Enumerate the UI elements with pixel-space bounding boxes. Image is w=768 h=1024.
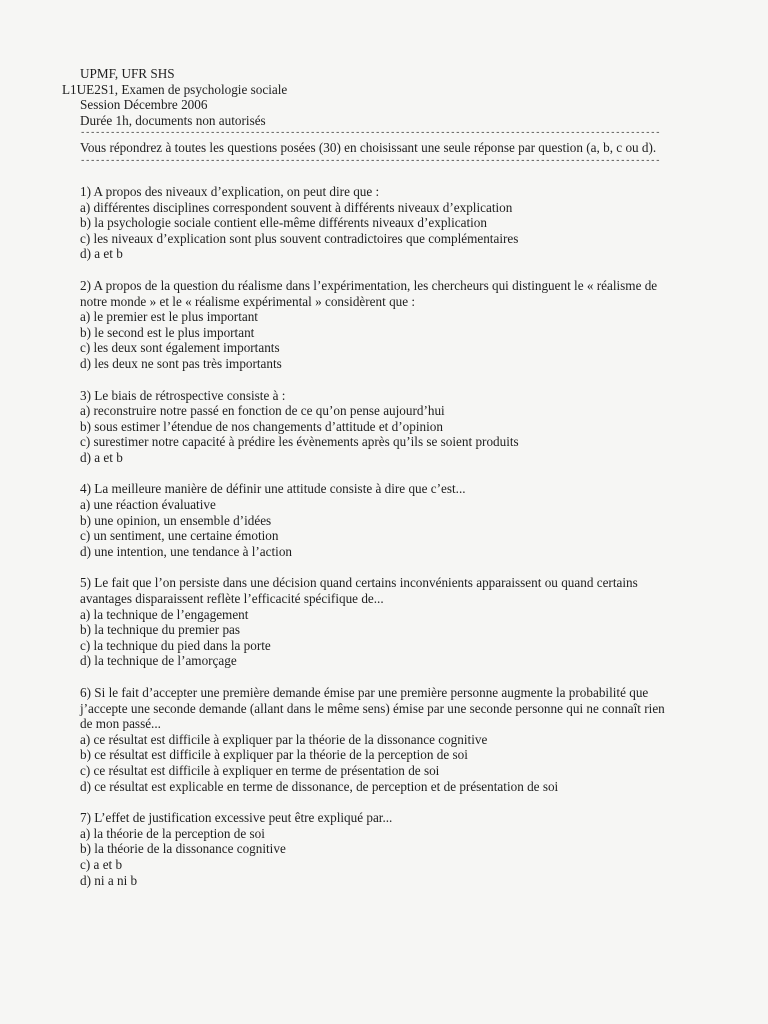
answer-option: b) le second est le plus important [80, 324, 255, 340]
divider-bottom [80, 156, 660, 166]
question-text: 6) Si le fait d’accepter une première demande émise par une première personne augmente la probabilité que j’accepte une seconde demande (allant dans le même sens) émise par une seconde personne qui ne connaît rien de mon passé... [80, 685, 665, 732]
answer-option: a) ce résultat est difficile à expliquer par la théorie de la dissonance cognitive [80, 731, 488, 747]
question-7 [80, 810, 670, 888]
answer-option: d) une intention, une tendance à l’action [80, 543, 293, 559]
answer-option: d) ce résultat est explicable en terme de dissonance, de perception et de présentation de soi [80, 778, 559, 794]
answer-option: b) sous estimer l’étendue de nos changements d’attitude et d’opinion [80, 418, 443, 434]
answer-option: a) reconstruire notre passé en fonction de ce qu’on pense aujourd’hui [80, 403, 445, 419]
question-3 [80, 388, 670, 466]
question-4 [80, 481, 670, 559]
header-session: Session Décembre 2006 [80, 97, 208, 113]
answer-option: b) ce résultat est difficile à expliquer par la théorie de la perception de soi [80, 747, 468, 763]
page-content [62, 66, 670, 888]
answer-option: a) différentes disciplines correspondent souvent à différents niveaux d’explication [80, 199, 513, 215]
header-course: L1UE2S1, Examen de psychologie sociale [62, 81, 288, 97]
answer-option: a) le premier est le plus important [80, 309, 258, 325]
answer-option: d) a et b [80, 449, 123, 465]
question-text: 3) Le biais de rétrospective consiste à : [80, 387, 286, 403]
answer-option: a) une réaction évaluative [80, 497, 216, 513]
answer-option: d) les deux ne sont pas très importants [80, 355, 282, 371]
question-text: 2) A propos de la question du réalisme dans l’expérimentation, les chercheurs qui distinguent le « réalisme de notre monde » et le « réalisme expérimental » considèrent que : [80, 277, 658, 309]
answer-option: c) surestimer notre capacité à prédire les évènements après qu’ils se soient produits [80, 434, 519, 450]
question-text: 7) L’effet de justification excessive peut être expliqué par... [80, 810, 393, 826]
question-text: 4) La meilleure manière de définir une attitude consiste à dire que c’est... [80, 481, 466, 497]
answer-option: c) la technique du pied dans la porte [80, 637, 271, 653]
exam-header [62, 66, 670, 128]
answer-option: b) la psychologie sociale contient elle-même différents niveaux d’explication [80, 215, 487, 231]
question-1 [80, 184, 670, 262]
answer-option: c) les niveaux d’explication sont plus souvent contradictoires que complémentaires [80, 230, 519, 246]
answer-option: d) a et b [80, 246, 123, 262]
answer-option: a) la technique de l’engagement [80, 606, 249, 622]
question-text: 5) Le fait que l’on persiste dans une décision quand certains inconvénients apparaissent ou quand certains avantages disparaissent reflète l’efficacité spécifique de... [80, 575, 638, 607]
header-university: UPMF, UFR SHS [80, 66, 175, 81]
answer-option: b) la théorie de la dissonance cognitive [80, 841, 286, 857]
question-2 [80, 278, 670, 372]
question-6 [80, 685, 670, 794]
answer-option: c) ce résultat est difficile à expliquer en terme de présentation de soi [80, 762, 440, 778]
header-duration: Durée 1h, documents non autorisés [80, 112, 266, 128]
answer-option: c) les deux sont également importants [80, 340, 280, 356]
question-5 [80, 575, 670, 669]
answer-option: c) a et b [80, 856, 123, 872]
answer-option: d) ni a ni b [80, 872, 138, 888]
answer-option: a) la théorie de la perception de soi [80, 825, 265, 841]
answer-option: d) la technique de l’amorçage [80, 653, 237, 669]
question-text: 1) A propos des niveaux d’explication, on peut dire que : [80, 183, 380, 199]
exam-instructions: Vous répondrez à toutes les questions posées (30) en choisissant une seule réponse par question (a, b, c ou d). [80, 140, 657, 156]
divider-top [80, 128, 660, 138]
answer-option: b) une opinion, un ensemble d’idées [80, 512, 272, 528]
answer-option: c) un sentiment, une certaine émotion [80, 528, 279, 544]
answer-option: b) la technique du premier pas [80, 622, 241, 638]
